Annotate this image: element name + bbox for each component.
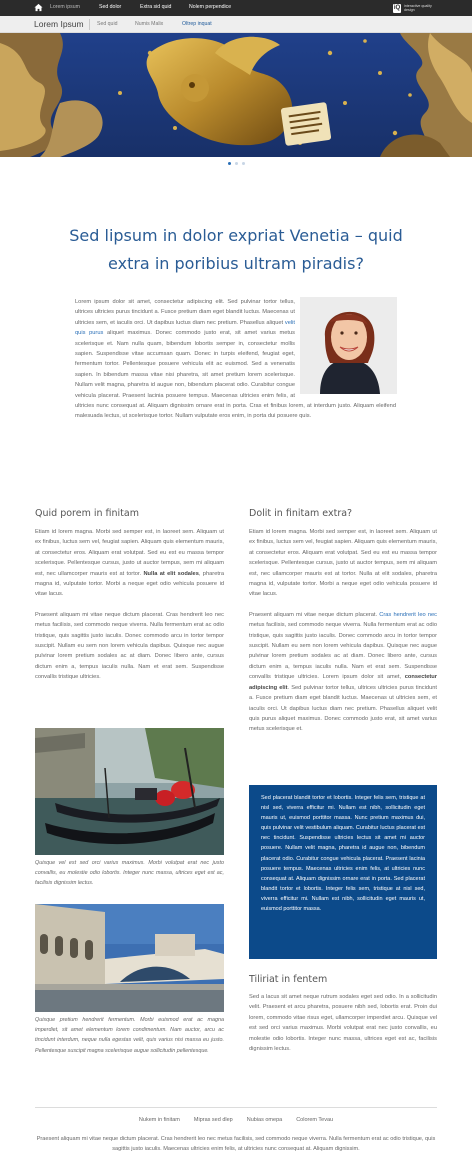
caption-rialto: Quisque pretium hendrerit fermentum. Morbi euismod erat ac magna imperdiet, sit amet elementum lorem condimentum. Nam auctor, arcu ac tincidunt interdum, neque nulla egestas velit, quis varius nisi massa eu justo. Pellentesque suscipit magna scelerisque augue sollicitudin pellentesque.: [35, 1017, 224, 1054]
caption-gondolas: Quisque vel est sed orci varius maximus. Morbi volutpat erat nec justo convallis, eu molestie odio lobortis. Integer nunc massa, ultrices eget est ac, facilisis dignissim lectus.: [35, 860, 224, 887]
right-paragraph-2-b: metus facilisis, sed commodo neque viverra. Nulla fermentum erat ac odio tristique, quis sagittis justo iaculis. Donec commodo arcu in tortor tempor suscipit. Nullam eu sem non lorem vehicula dapibus. Quisque nec augue pulvinar lorem pretium sodales ac at diam. Donec libero ante, cursus dictum enim a, tempus iaculis nulla. Nam et erat sem. Suspendisse convallis tristique ultricies. Lorem ipsum dolor sit amet,: [249, 622, 437, 681]
right-column-heading: Dolit in finitam extra?: [249, 508, 353, 519]
intro-paragraph: [75, 297, 396, 422]
left-paragraph-1-c: , pharetra magna id, vulputate tortor. Morbi a neque eget odio vehicula posuere id vitae lacus.: [35, 570, 224, 598]
left-paragraph-2: Praesent aliquam mi vitae neque dictum placerat. Cras hendrerit leo nec metus facilisis, sed commodo neque viverra. Nulla fermentum erat ac odio tristique, quis sagittis justo iaculis. Donec commodo arcu in tortor tempor suscipit. Nullam eu sem non lorem vehicula dapibus. Quisque nec augue pulvinar lorem pretium sodales ac at diam. Donec libero ante, cursus dictum enim a, tempus iaculis nulla. Nam et erat sem. Suspendisse convallis tristique ultricies.: [35, 611, 224, 681]
carousel-dot-2[interactable]: [235, 162, 238, 165]
sub-nav-item-numis-malix[interactable]: Numis Malix: [135, 21, 164, 27]
photo-gondolas: [35, 728, 224, 855]
intro-link[interactable]: velit quis purus: [75, 319, 295, 337]
headline-line-2: extra in poribius ultram piradis?: [108, 254, 364, 273]
right-column-text: [249, 527, 437, 745]
hero-image-winged-lion: [0, 33, 472, 157]
top-nav-item-nolem-perpendice[interactable]: Nolem perpendice: [189, 4, 232, 10]
intro-text-part-1: Lorem ipsum dolor sit amet, consectetur adipiscing elit. Sed pulvinar tortor tellus, ultrices ultricies purus tincidunt a. Fusce pretium diam eget blandit luctus. Maecenas ut ultricies sem, et iaculis orci. Ut dapibus luctus diam nec pretium. Phasellus aliquet: [75, 299, 295, 326]
footer-navigation: [0, 1117, 472, 1123]
section-brand-title[interactable]: Lorem Ipsum: [34, 19, 84, 29]
sub-nav-item-sed-quid[interactable]: Sed quid: [97, 21, 118, 27]
footer-link-3[interactable]: Nubias omepa: [246, 1117, 283, 1123]
logo-mark: iQ: [393, 4, 401, 11]
section-navigation-bar: [0, 16, 472, 33]
top-nav-item-extra-sid-quid[interactable]: Extra sid quid: [140, 4, 172, 10]
logo-text: interactive quality design: [404, 4, 432, 12]
carousel-dot-1[interactable]: [228, 162, 231, 165]
footer-text: Praesent aliquam mi vitae neque dictum placerat. Cras hendrerit leo nec metus facilisis, sed commodo neque viverra. Nulla fermentum erat ac odio tristique, quis sagittis justo iaculis. Maecenas ultricies enim felis, at ultricies nunc consequat at. Aliquam dignissim.: [36, 1136, 436, 1153]
left-column-heading: Quid porem in finitam: [35, 508, 139, 519]
right-paragraph-2-c: . Sed pulvinar tortor tellus, ultrices ultricies purus tincidunt a. Fusce pretium diam eget blandit luctus. Maecenas ut ultricies sem, et iaculis orci. Ut dapibus luctus diam nec pretium. Phasellus aliquet velit quis purus aliquet maximus. Donec commodo justo erat, sit amet varius metus scelerisque et.: [249, 684, 437, 733]
page-headline: [60, 222, 412, 278]
divider: [89, 19, 90, 30]
right-paragraph-2-link[interactable]: Cras hendrerit leo nec: [379, 611, 437, 618]
sub-nav-item-oltrep-inquat[interactable]: Oltrep inquat: [182, 21, 212, 27]
footer-link-4[interactable]: Colorem Tevau: [296, 1117, 334, 1123]
right-paragraph-2-a: Praesent aliquam mi vitae neque dictum placerat.: [249, 611, 380, 618]
carousel-dot-3[interactable]: [242, 162, 245, 165]
highlight-box-text: Sed placerat blandit tortor et lobortis. Integer felis sem, tristique at nisl sed, viverra efficitur mi. Nullam est nibh, sollicitudin eget mauris ut, euismod porttitor massa. Nunc pretium maximus dui, quis pulvinar velit vestibulum aliquam. Curabitur luctus placerat est nec tincidunt. Suspendisse ultricies lectus sit amet mi auctor posuere. Nullam velit magna, pharetra id augue non, bibendum placerat odio. Curabitur congue vehicula placerat. Praesent lacinia posuere tempus. Maecenas ultricies enim felis, at ultricies nunc consequat at. Aliquam dignissim ornare erat in porta. Sed placerat blandit tortor et lobortis. Integer felis sem, tristique at nisl sed, viverra efficitur mi. Nullam est nibh, sollicitudin eget mauris ut, euismod porttitor massa.: [261, 795, 425, 913]
headline-line-1: Sed lipsum in dolor expriat Venetia – quid: [69, 226, 403, 245]
footer-divider: [35, 1107, 437, 1108]
top-nav-item-sed-dolor[interactable]: Sed dolor: [99, 4, 122, 10]
top-navigation-bar: [0, 0, 472, 16]
right-paragraph-2-bold: consectetur adipiscing elit: [249, 674, 437, 691]
brand-logo[interactable]: [393, 3, 438, 13]
photo-rialto-bridge: [35, 904, 224, 1012]
highlight-box: [249, 785, 437, 959]
intro-text-part-2: aliquet maximus. Donec commodo justo erat, sit amet varius metus scelerisque et. Nam nulla quam, bibendum lobortis semper in, consectetur mollis sapien. Suspendisse vitae accumsan quam. Donec in turpis eleifend, feugiat eget, fermentum tortor. Pellentesque posuere vehicula elit ac euismod. Sed a venenatis sapien. In bibendum massa vitae nisi pharetra, sit amet pretium lorem scelerisque. Nullam velit magna, pharetra id augue non, bibendum placerat odio. Curabitur congue vehicula placerat. Praesent lacinia posuere tempus. Maecenas ultricies enim felis, at ultricies nunc consequat at. Aliquam dignissim ornare erat in porta. Cras et finibus lorem, at interdum justo. Aliquam eleifend malesuada lectus, ut scelerisque tortor. Nullam vulputate eros enim, in porta dui posuere quis.: [75, 330, 396, 420]
right-column-heading-2: Tiliriat in fentem: [249, 974, 328, 985]
home-icon[interactable]: [34, 3, 43, 12]
left-paragraph-1-bold: Nulla at elit sodales: [143, 570, 199, 577]
footer-link-1[interactable]: Nukem in finitam: [138, 1117, 180, 1123]
left-column-text: [35, 527, 224, 693]
carousel-indicators: [0, 162, 472, 165]
top-nav-item-lorem-ipsum[interactable]: Lorem ipsum: [50, 4, 80, 10]
left-paragraph-1-a: Etiam id lorem magna. Morbi sed semper est, in laoreet sem. Aliquam ut ex finibus, luctus sem vel, feugiat sapien. Aliquam quis elementum mauris, at consectetur eros. Aliquam erat volutpat. Sed eu est eu massa tempor scelerisque. Pellentesque cursus, justo ut auctor tempus, sem mi aliquam est, nec ullamcorper mauris est at tortor.: [35, 529, 224, 577]
right-paragraph-3: Sed a lacus sit amet neque rutrum sodales eget sed odio. In a sollicitudin velit. Praesent et arcu pharetra, posuere nibh sed, lobortis erat. Proin dui lorem, commodo vitae risus eget, ullamcorper imperdiet arcu. Quisque vel est sed orci varius maximus. Morbi volutpat erat nec justo convallis, eu molestie odio lobortis. Integer nunc massa, ultrices eget est ac, facilisis dignissim lectus.: [249, 994, 437, 1053]
right-paragraph-1: Etiam id lorem magna. Morbi sed semper est, in laoreet sem. Aliquam ut ex finibus, luctus sem vel, feugiat sapien. Aliquam quis elementum mauris, at consectetur eros. Aliquam erat volutpat. Sed eu est eu massa tempor scelerisque. Pellentesque cursus, justo ut auctor tempus, sem mi aliquam est, nec ullamcorper mauris est at tortor. Nulla at elit sodales, pharetra magna id, vulputate tortor. Morbi a neque eget odio vehicula posuere id vitae lacus.: [249, 529, 437, 598]
footer-link-2[interactable]: Mipras sed dlep: [193, 1117, 233, 1123]
